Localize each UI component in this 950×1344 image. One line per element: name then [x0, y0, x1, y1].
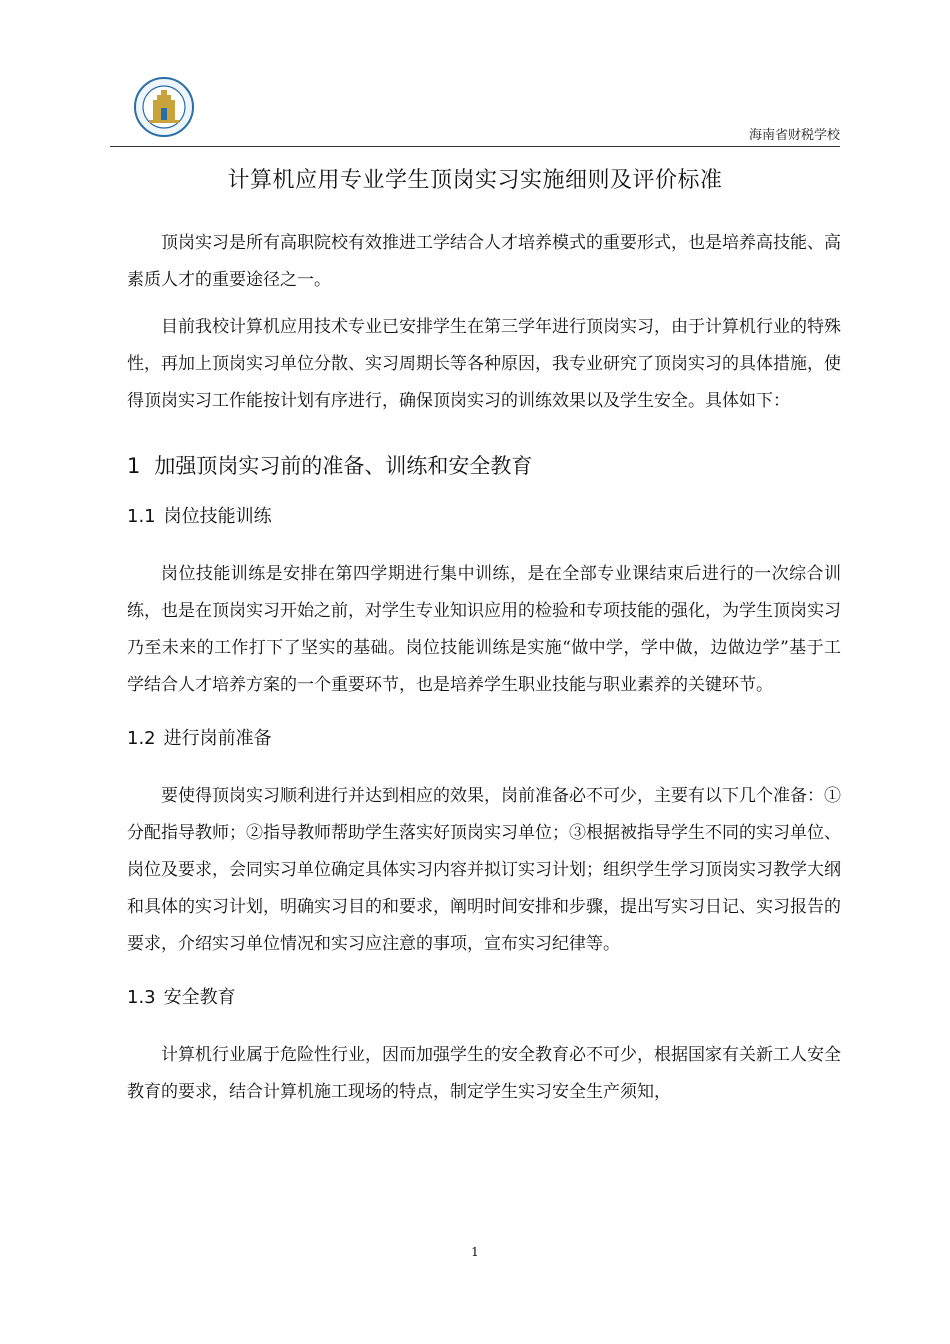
section-1-3-title: 安全教育 — [163, 987, 236, 1008]
intro-paragraph-2: 目前我校计算机应用技术专业已安排学生在第三学年进行顶岗实习，由于计算机行业的特殊性，再加上顶岗实习单位分散、实习周期长等各种原因，我专业研究了顶岗实习的具体措施，使得顶岗实习工作能按计划有序进行，确保顶岗实习的训练效果以及学生安全。具体如下： — [127, 317, 841, 411]
section-1-2-number: 1.2 — [127, 728, 156, 749]
section-1-heading — [127, 450, 841, 482]
school-name: 海南省财税学校 — [748, 128, 840, 143]
section-1-1-title: 岗位技能训练 — [163, 506, 272, 527]
section-1-2-heading — [127, 724, 841, 754]
section-1-1-heading — [127, 502, 841, 532]
section-1-number: 1 — [127, 454, 141, 478]
section-1-3-number: 1.3 — [127, 987, 156, 1008]
section-1-3-paragraph: 计算机行业属于危险性行业，因而加强学生的安全教育必不可少，根据国家有关新工人安全教育的要求，结合计算机施工现场的特点，制定学生实习安全生产须知， — [127, 1045, 841, 1102]
intro-paragraph-1: 顶岗实习是所有高职院校有效推进工学结合人才培养模式的重要形式，也是培养高技能、高素质人才的重要途径之一。 — [127, 233, 841, 290]
section-1-2-paragraph: 要使得顶岗实习顺利进行并达到相应的效果，岗前准备必不可少，主要有以下几个准备：①分配指导教师；②指导教师帮助学生落实好顶岗实习单位；③根据被指导学生不同的实习单位、岗位及要求，会同实习单位确定具体实习内容并拟订实习计划；组织学生学习顶岗实习教学大纲和具体的实习计划，明确实习目的和要求，阐明时间安排和步骤，提出写实习日记、实习报告的要求，介绍实习单位情况和实习应注意的事项，宣布实习纪律等。 — [127, 786, 841, 954]
section-1-2-title: 进行岗前准备 — [163, 728, 272, 749]
section-1-1-paragraph: 岗位技能训练是安排在第四学期进行集中训练，是在全部专业课结束后进行的一次综合训练，也是在顶岗实习开始之前，对学生专业知识应用的检验和专项技能的强化，为学生顶岗实习乃至未来的工作打下了坚实的基础。岗位技能训练是实施“做中学，学中做，边做边学”基于工学结合人才培养方案的一个重要环节，也是培养学生职业技能与职业素养的关键环节。 — [127, 564, 841, 695]
section-1-title: 加强顶岗实习前的准备、训练和安全教育 — [154, 454, 533, 478]
document-body — [127, 225, 841, 1111]
page-number: 1 — [471, 1245, 479, 1259]
header-divider — [110, 146, 840, 147]
document-title: 计算机应用专业学生顶岗实习实施细则及评价标准 — [227, 168, 723, 193]
section-1-3-heading — [127, 983, 841, 1013]
section-1-1-number: 1.1 — [127, 506, 156, 527]
school-emblem-icon — [133, 76, 195, 138]
